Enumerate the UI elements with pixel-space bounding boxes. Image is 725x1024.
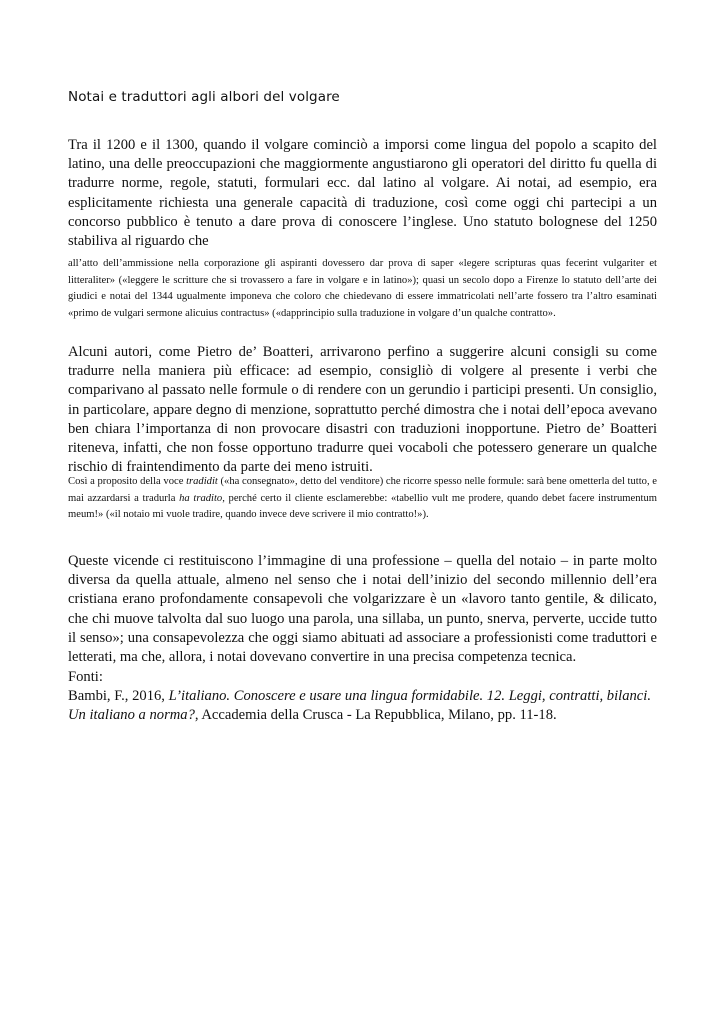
sources-label: Fonti: [68, 669, 103, 685]
quote-term-tradidit: tradidit [186, 476, 218, 487]
sources-publisher: , Accademia della Crusca - La Repubblica, Milano, pp. 11-18. [194, 707, 557, 724]
quote-text-b: («ha consegnato», detto del venditore) che ricorre spesso nelle formule: sarà bene ometterla del tutto, e mai azzardarsi a tradurla [68, 476, 657, 504]
paragraph-conclusion: Queste vicende ci restituiscono l’immagine di una professione – quella del notaio – in parte molto diversa da quella attuale, almeno nel senso che i notai dell’inizio del secondo millennio dell’era cristiana erano profondamente consapevoli che volgarizzare è un «lavoro tanto gentile, & dilicato, che chi muove talvolta dal suo luogo una parola, una sillaba, un punto, snerva, perverte, uccide tutto il senso»; una consapevolezza che oggi siamo abituati ad associare a professionisti come traduttori e letterati, ma che, allora, i notai dovevano convertire in una precisa competenza tecnica. [68, 553, 657, 666]
quote-term-ha-tradito: ha tradito [179, 492, 223, 504]
quote-text-c: , perché certo il cliente esclamerebbe: «tabellio vult me prodere, quando debet facere instrumentum meum!» («il notaio mi vuole tradire, quando invece deve scrivere il mio contratto!»). [68, 492, 657, 520]
sources-author: Bambi, F., 2016, [68, 688, 169, 705]
quote-text-a: Così a proposito della voce [68, 476, 187, 487]
sources-book-title: L’italiano. Conoscere e usare una lingua formidabile. 12. Leggi, contratti, bilanci. Un italiano a norma? [68, 688, 651, 724]
quote-tradidit [68, 474, 657, 524]
paragraph-intro: Tra il 1200 e il 1300, quando il volgare cominciò a imporsi come lingua del popolo a scapito del latino, una delle preoccupazioni che maggiormente angustiarono gli operatori del diritto fu quella di tradurre norme, regole, statuti, formulari ecc. dal latino al volgare. Ai notai, ad esempio, era esplicitamente richiesta una generale capacità di traduzione, così come oggi chi partecipi a un concorso pubblico è tenuto a dare prova di conoscere l’inglese. Uno statuto bolognese del 1250 stabiliva al riguardo che [68, 137, 657, 250]
document-title: Notai e traduttori agli albori del volgare [68, 89, 340, 105]
paragraph-boatteri: Alcuni autori, come Pietro de’ Boatteri, arrivarono perfino a suggerire alcuni consigli su come tradurre nella maniera più efficace: ad esempio, consigliò di volgere al presente i verbi che comparivano al passato nelle formule o di rendere con un gerundio i participi presenti. Un consiglio, in particolare, appare degno di menzione, soprattutto perché dimostra che i notai dell’epoca avevano ben chiara l’importanza di non provocare disastri con traduzioni inopportune. Pietro de’ Boatteri riteneva, infatti, che non fosse opportuno tradurre quei vocaboli che potessero generare un qualche rischio di fraintendimento da parte dei meno istruiti. [68, 344, 657, 476]
quote-statutes: all’atto dell’ammissione nella corporazione gli aspiranti dovessero dar prova di saper «legere scripturas quas fecerint vulgariter et litteraliter» («leggere le scritture che si trovassero a fare in volgare e in latino»); quasi un secolo dopo a Firenze lo statuto dell’arte dei giudici e notai del 1344 ugualmente imponeva che coloro che chiedevano di essere immatricolati nell’arte fossero tra l’altro esaminati «primo de vulgari sermone alicuius contractus» («dapprincipio sulla traduzione in volgare d’un qualche contratto». [68, 258, 657, 319]
sources-block [68, 668, 657, 726]
